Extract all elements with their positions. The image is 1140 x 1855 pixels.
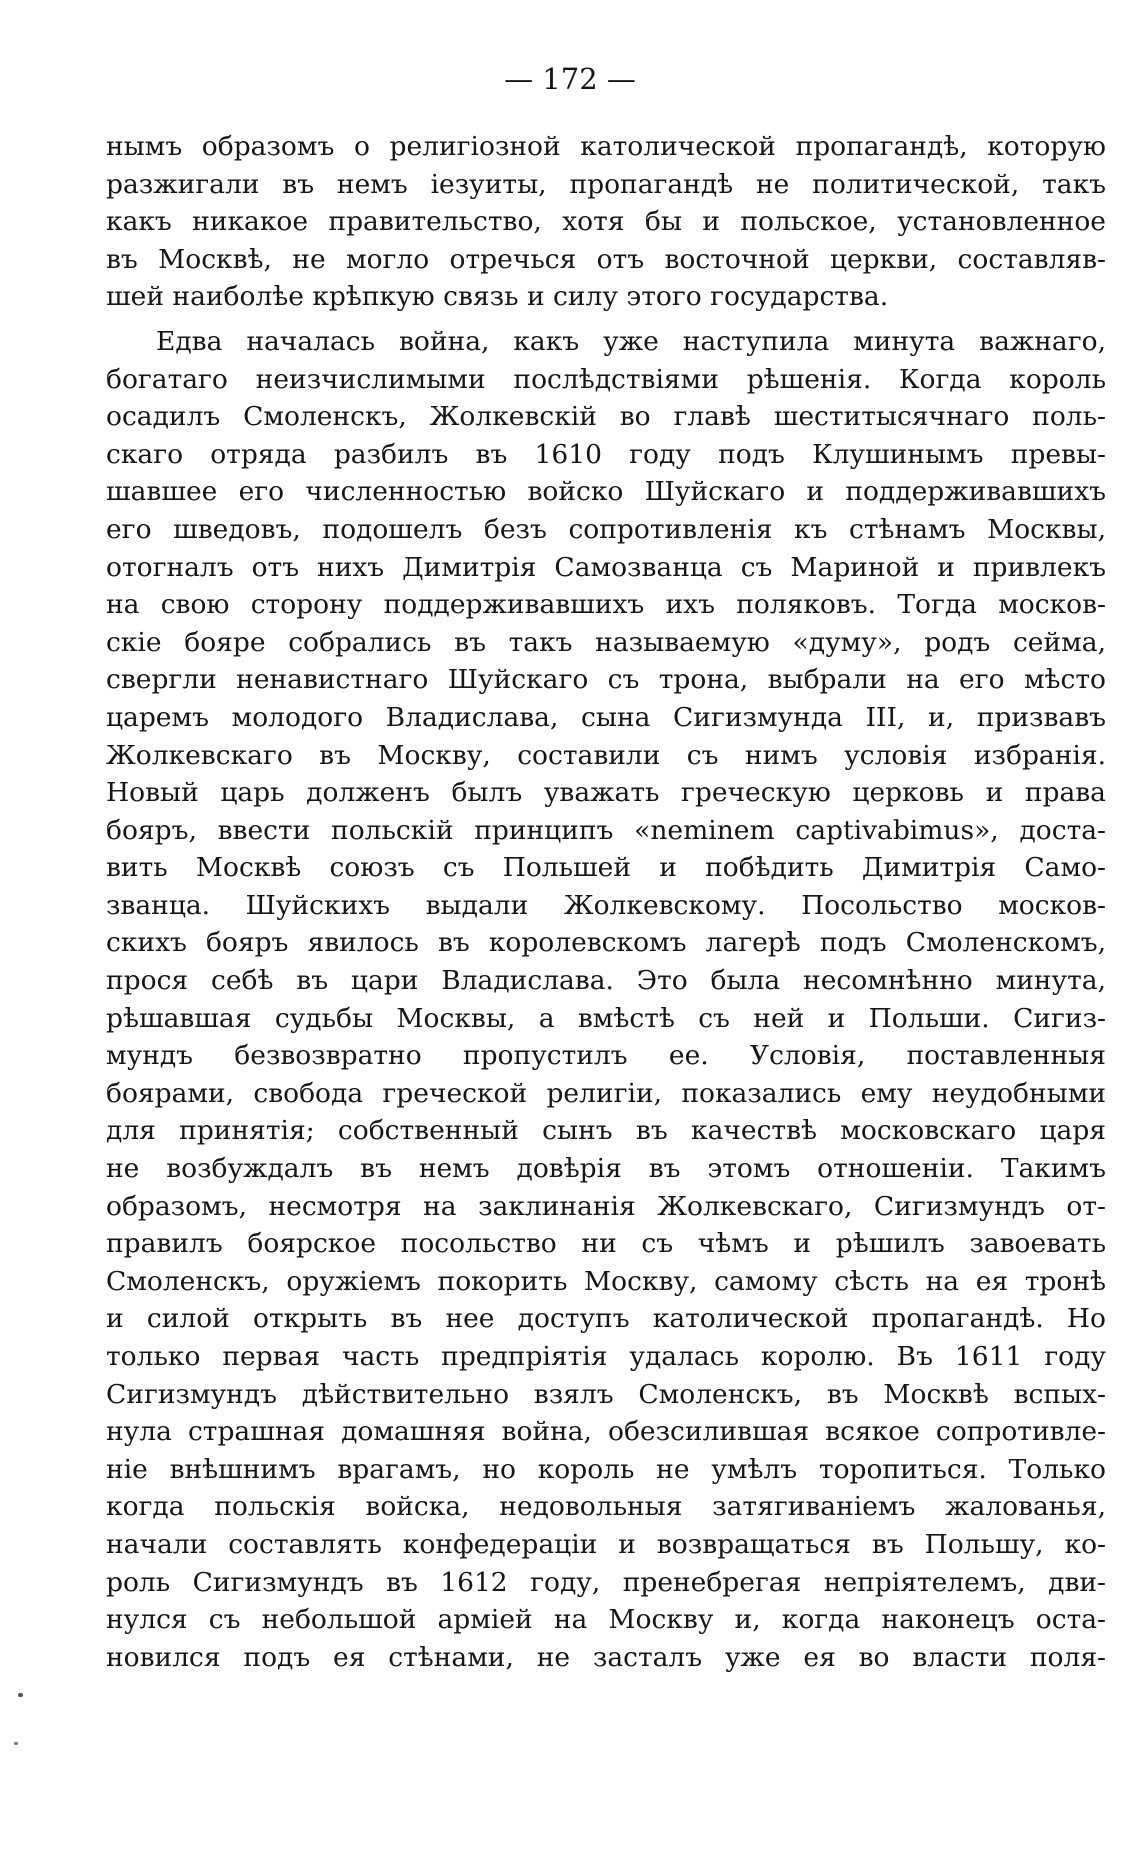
text-line: шавшее его численностью войско Шуйскаго и поддерживавшихъ bbox=[106, 476, 1106, 508]
text-line: новился подъ ея стѣнами, не засталъ уже ея во власти поля- bbox=[106, 1641, 1106, 1673]
body-text bbox=[106, 128, 1106, 1676]
text-line: въ Москвѣ, не могло отречься отъ восточной церкви, составляв- bbox=[106, 243, 1106, 275]
text-line: начали составлять конфедераціи и возвращаться въ Польшу, ко- bbox=[106, 1528, 1106, 1560]
text-line: отогналъ отъ нихъ Димитрія Самозванца съ Мариной и привлекъ bbox=[106, 551, 1106, 583]
text-line: разжигали въ немъ іезуиты, пропагандѣ не политической, такъ bbox=[106, 168, 1106, 200]
text-line: правилъ боярское посольство ни съ чѣмъ и рѣшилъ завоевать bbox=[106, 1228, 1106, 1260]
text-line: Жолкевскаго въ Москву, составили съ нимъ условія избранія. bbox=[106, 739, 1106, 771]
margin-speck bbox=[14, 1742, 18, 1745]
text-line: Едва началась война, какъ уже наступила минута важнаго, bbox=[156, 325, 1106, 357]
paragraph-gap bbox=[106, 316, 1106, 323]
text-line: званца. Шуйскихъ выдали Жолкевскому. Посольство москов- bbox=[106, 889, 1106, 921]
text-line: образомъ, несмотря на заклинанія Жолкевскаго, Сигизмундъ от- bbox=[106, 1190, 1106, 1222]
text-line: боярами, свобода греческой религіи, показались ему неудобными bbox=[106, 1077, 1106, 1109]
text-line: мундъ безвозвратно пропустилъ ее. Условія, поставленныя bbox=[106, 1040, 1106, 1072]
text-line: Новый царь долженъ былъ уважать греческую церковь и права bbox=[106, 777, 1106, 809]
text-line: Смоленскъ, оружіемъ покорить Москву, самому сѣсть на ея тронѣ bbox=[106, 1265, 1106, 1297]
text-line: его шведовъ, подошелъ безъ сопротивленія къ стѣнамъ Москвы, bbox=[106, 513, 1106, 545]
text-line: нула страшная домашняя война, обезсилившая всякое сопротивле- bbox=[106, 1416, 1106, 1448]
text-line: скіе бояре собрались въ такъ называемую «думу», родъ сейма, bbox=[106, 626, 1106, 658]
text-line: какъ никакое правительство, хотя бы и польское, установленное bbox=[106, 206, 1106, 238]
text-line: осадилъ Смоленскъ, Жолкевскій во главѣ шеститысячнаго поль- bbox=[106, 401, 1106, 433]
text-line: рѣшавшая судьбы Москвы, а вмѣстѣ съ ней и Польши. Сигиз- bbox=[106, 1002, 1106, 1034]
text-line: нымъ образомъ о религіозной католической пропагандѣ, которую bbox=[106, 131, 1106, 162]
paragraph-1 bbox=[106, 128, 1106, 316]
text-line: богатаго неизчислимыми послѣдствіями рѣшенія. Когда король bbox=[106, 363, 1106, 395]
text-line: скихъ бояръ явилось въ королевскомъ лагерѣ подъ Смоленскомъ, bbox=[106, 927, 1106, 959]
page-number: — 172 — bbox=[504, 62, 636, 96]
text-line: только первая часть предпріятія удалась королю. Въ 1611 году bbox=[106, 1341, 1106, 1372]
text-line: шей наиболѣе крѣпкую связь и силу этого государства. bbox=[106, 281, 889, 313]
text-line: на свою сторону поддерживавшихъ ихъ поляковъ. Тогда москов- bbox=[106, 589, 1106, 621]
paragraph-2 bbox=[106, 323, 1106, 1676]
text-line: не возбуждалъ въ немъ довѣрія въ этомъ отношеніи. Такимъ bbox=[106, 1153, 1106, 1185]
text-line: бояръ, ввести польскій принципъ «neminem captivabimus», доста- bbox=[106, 814, 1106, 846]
text-line: прося себѣ въ цари Владислава. Это была несомнѣнно минута, bbox=[106, 965, 1106, 997]
text-line: когда польскія войска, недовольныя затягиваніемъ жалованья, bbox=[106, 1491, 1106, 1523]
text-line: для принятія; собственный сынъ въ качествѣ московскаго царя bbox=[106, 1115, 1106, 1147]
text-line: вить Москвѣ союзъ съ Польшей и побѣдить Димитрія Само- bbox=[106, 852, 1106, 884]
text-line: ніе внѣшнимъ врагамъ, но король не умѣлъ торопиться. Только bbox=[106, 1453, 1106, 1485]
text-line: царемъ молодого Владислава, сына Сигизмунда III, и, призвавъ bbox=[106, 701, 1106, 733]
margin-speck bbox=[18, 1693, 23, 1697]
text-line: роль Сигизмундъ въ 1612 году, пренебрегая непріятелемъ, дви- bbox=[106, 1566, 1106, 1598]
text-line: Сигизмундъ дѣйствительно взялъ Смоленскъ, въ Москвѣ вспых- bbox=[106, 1378, 1106, 1410]
text-line: скаго отряда разбилъ въ 1610 году подъ Клушинымъ превы- bbox=[106, 438, 1106, 470]
text-line: и силой открыть въ нее доступъ католической пропагандѣ. Но bbox=[106, 1303, 1106, 1335]
text-line: нулся съ небольшой арміей на Москву и, когда наконецъ оста- bbox=[106, 1604, 1106, 1636]
text-line: свергли ненавистнаго Шуйскаго съ трона, выбрали на его мѣсто bbox=[106, 664, 1106, 696]
